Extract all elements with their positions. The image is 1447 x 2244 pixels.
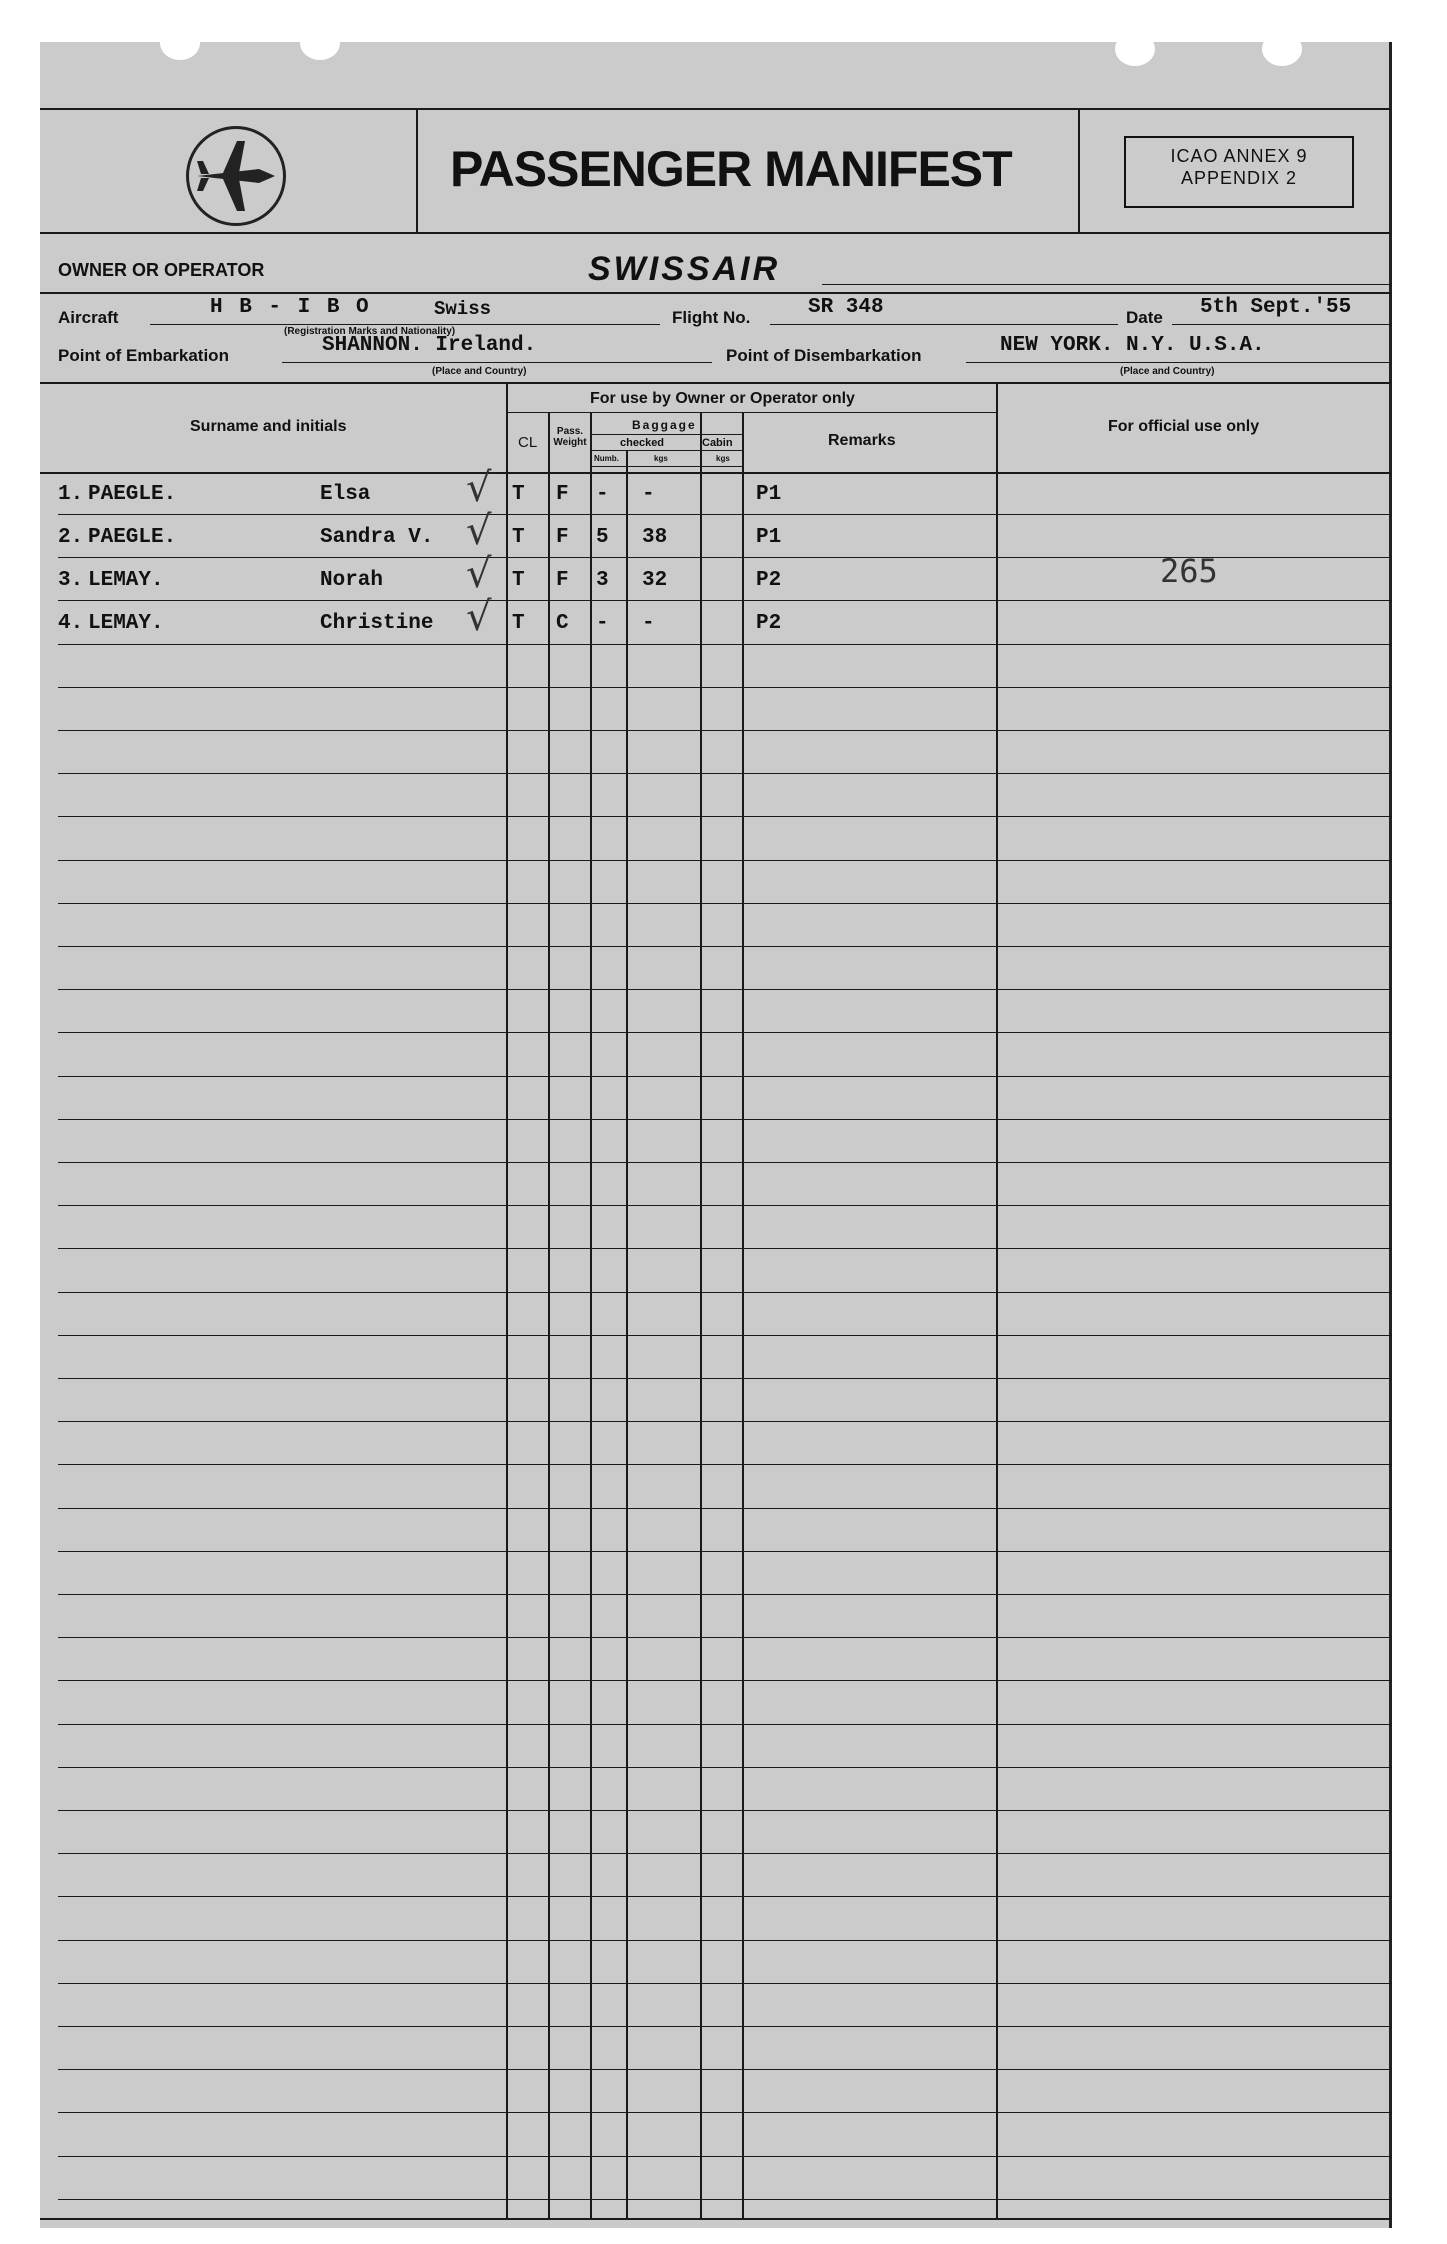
passenger-remarks: P1	[756, 483, 782, 506]
passenger-cl: T	[512, 526, 525, 549]
passenger-surname: PAEGLE.	[88, 526, 177, 549]
passenger-given: Norah	[320, 569, 384, 592]
operator-label: OWNER OR OPERATOR	[58, 260, 265, 280]
cl-header: CL	[518, 434, 538, 451]
ruled-line	[58, 1464, 1392, 1465]
kgs-header: kgs	[654, 454, 668, 463]
passenger-given: Sandra V.	[320, 526, 434, 549]
ruled-line	[58, 2026, 1392, 2027]
aircraft-nationality: Swiss	[434, 298, 492, 320]
cabin-kgs-header: kgs	[716, 454, 730, 463]
punch-hole	[1262, 32, 1302, 66]
ruled-line	[58, 1767, 1392, 1768]
ruled-line	[58, 1637, 1392, 1638]
official-use-header: For official use only	[1108, 418, 1260, 435]
ruled-line	[58, 1378, 1392, 1379]
checked-header: checked	[620, 437, 665, 449]
passenger-cl: T	[512, 569, 525, 592]
passenger-pw: F	[556, 526, 569, 549]
passenger-given: Christine	[320, 612, 434, 635]
ruled-line	[58, 514, 1392, 515]
passenger-num: 3.	[58, 569, 84, 592]
ruled-line	[58, 1205, 1392, 1206]
passenger-pw: F	[556, 569, 569, 592]
disembarkation-note: (Place and Country)	[1120, 366, 1215, 377]
ruled-line	[58, 644, 1392, 645]
ruled-line	[58, 1248, 1392, 1249]
aircraft-registration: H B - I B O	[210, 296, 371, 319]
operator-value: SWISSAIR	[588, 250, 781, 288]
passenger-numb: -	[596, 612, 609, 635]
ruled-line	[58, 1810, 1392, 1811]
ruled-line	[58, 903, 1392, 904]
baggage-header: Baggage	[632, 418, 697, 432]
ruled-line	[58, 2199, 1392, 2200]
flight-label: Flight No.	[672, 308, 751, 327]
surname-header: Surname and initials	[190, 418, 347, 435]
passenger-kgs: 38	[642, 526, 668, 549]
checkmark-icon: √	[466, 594, 492, 640]
passenger-numb: 5	[596, 526, 609, 549]
ruled-line	[58, 730, 1392, 731]
passenger-remarks: P2	[756, 569, 782, 592]
ruled-line	[58, 687, 1392, 688]
passenger-cl: T	[512, 483, 525, 506]
ruled-line	[58, 1162, 1392, 1163]
disembarkation-label: Point of Disembarkation	[726, 346, 922, 365]
checkmark-icon: √	[466, 508, 492, 554]
passenger-cl: T	[512, 612, 525, 635]
punch-hole	[300, 26, 340, 60]
official-handwritten-note: 265	[1160, 552, 1218, 590]
ruled-line	[58, 1680, 1392, 1681]
airplane-logo-icon	[186, 126, 286, 226]
ruled-line	[58, 1940, 1392, 1941]
checkmark-icon: √	[466, 465, 492, 511]
remarks-header: Remarks	[828, 432, 896, 449]
passenger-pw: F	[556, 483, 569, 506]
disembarkation-value: NEW YORK. N.Y. U.S.A.	[1000, 334, 1265, 357]
aircraft-label: Aircraft	[58, 308, 119, 327]
passenger-surname: LEMAY.	[88, 569, 164, 592]
passenger-surname: LEMAY.	[88, 612, 164, 635]
ruled-line	[58, 1292, 1392, 1293]
aircraft-note: (Registration Marks and Nationality)	[284, 326, 456, 337]
passenger-numb: 3	[596, 569, 609, 592]
passenger-kgs: -	[642, 483, 655, 506]
ruled-line	[58, 989, 1392, 990]
passenger-pw: C	[556, 612, 569, 635]
date-label: Date	[1126, 308, 1163, 327]
passenger-numb: -	[596, 483, 609, 506]
ruled-line	[58, 2069, 1392, 2070]
passenger-remarks: P2	[756, 612, 782, 635]
ruled-line	[58, 946, 1392, 947]
ruled-line	[58, 860, 1392, 861]
punch-hole	[160, 26, 200, 60]
date-value: 5th Sept.'55	[1200, 296, 1352, 319]
flight-number: SR 348	[808, 296, 884, 319]
ruled-line	[58, 1421, 1392, 1422]
ruled-line	[58, 1335, 1392, 1336]
icao-annex-box	[1124, 136, 1354, 208]
punch-hole	[1115, 32, 1155, 66]
ruled-line	[58, 2112, 1392, 2113]
icao-annex-line: ICAO ANNEX 9	[1170, 146, 1308, 166]
ruled-line	[58, 1724, 1392, 1725]
ruled-line	[58, 1983, 1392, 1984]
owner-use-header: For use by Owner or Operator only	[590, 390, 855, 407]
ruled-line	[58, 1853, 1392, 1854]
ruled-line	[58, 2156, 1392, 2157]
passenger-given: Elsa	[320, 483, 371, 506]
embarkation-note: (Place and Country)	[432, 366, 527, 377]
ruled-line	[58, 600, 1392, 601]
ruled-line	[58, 1551, 1392, 1552]
passenger-num: 4.	[58, 612, 84, 635]
ruled-line	[58, 1032, 1392, 1033]
ruled-line	[58, 1508, 1392, 1509]
embarkation-value: SHANNON. Ireland.	[322, 334, 537, 357]
ruled-line	[58, 1896, 1392, 1897]
ruled-line	[58, 816, 1392, 817]
cabin-header: Cabin	[702, 437, 733, 449]
ruled-line	[58, 1594, 1392, 1595]
passenger-num: 1.	[58, 483, 84, 506]
passenger-remarks: P1	[756, 526, 782, 549]
icao-appendix-line: APPENDIX 2	[1180, 168, 1298, 188]
pass-weight-header: Pass. Weight	[553, 426, 587, 448]
ruled-line	[58, 1119, 1392, 1120]
ruled-line	[58, 773, 1392, 774]
passenger-num: 2.	[58, 526, 84, 549]
checkmark-icon: √	[466, 551, 492, 597]
embarkation-label: Point of Embarkation	[58, 346, 229, 365]
numb-header: Numb.	[594, 454, 619, 463]
passenger-kgs: 32	[642, 569, 668, 592]
passenger-surname: PAEGLE.	[88, 483, 177, 506]
page-title: PASSENGER MANIFEST	[450, 141, 1012, 197]
passenger-kgs: -	[642, 612, 655, 635]
ruled-line	[58, 1076, 1392, 1077]
